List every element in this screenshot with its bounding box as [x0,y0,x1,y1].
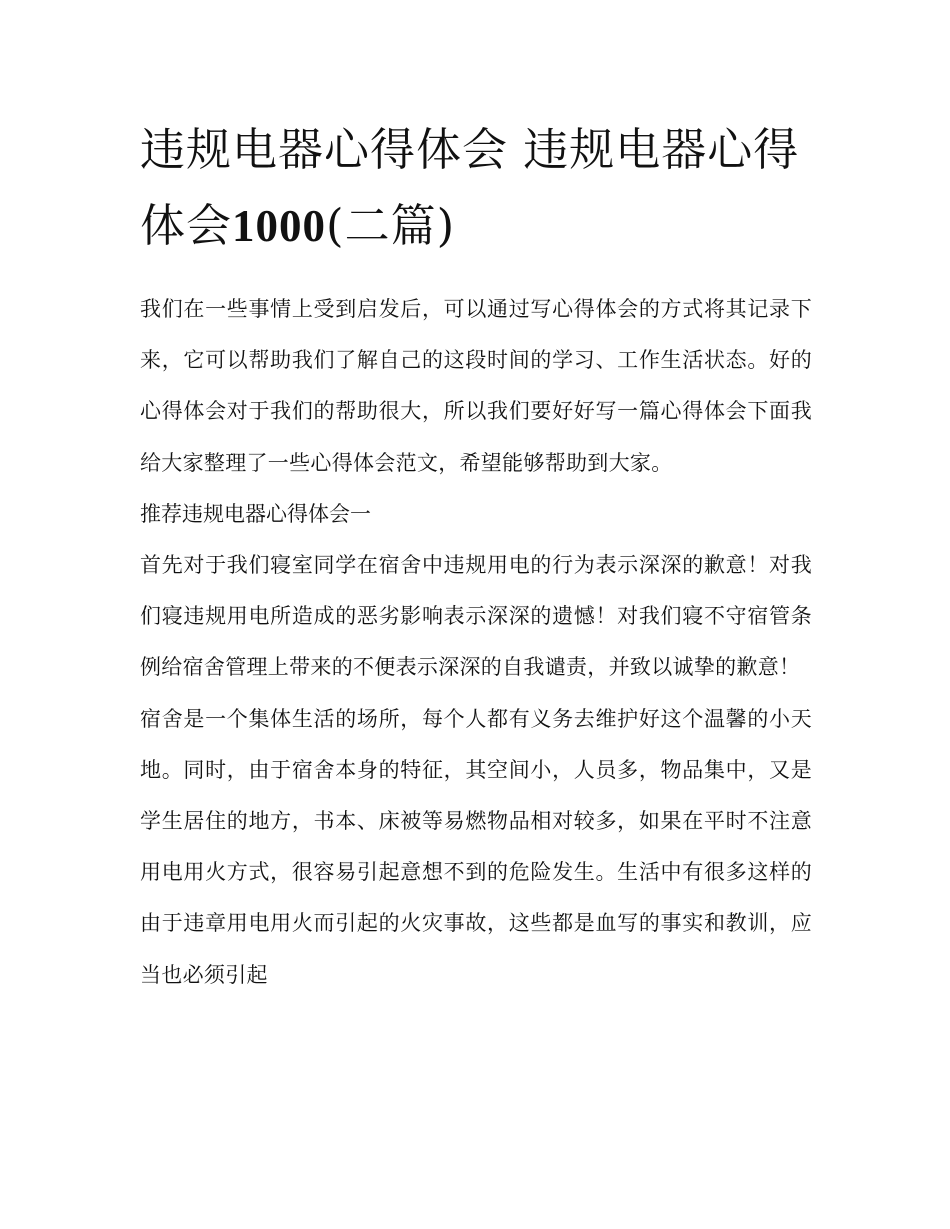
body-paragraph-2: 宿舍是一个集体生活的场所，每个人都有义务去维护好这个温馨的小天地。同时，由于宿舍本身的特征，其空间小，人员多，物品集中，又是学生居住的地方，书本、床被等易燃物品相对较多，如果在平时不注意用电用火方式，很容易引起意想不到的危险发生。生活中有很多这样的由于违章用电用火而引起的火灾事故，这些都是血写的事实和教训，应当也必须引起 [140,706,812,987]
title-main: 违规电器心得体会 违规电器心得体会 [140,123,800,252]
title-number: 1000 [232,201,327,251]
document-title [140,112,812,264]
section-heading: 推荐违规电器心得体会一 [140,501,371,526]
title-tail: (二篇) [326,199,456,252]
document-body [140,112,812,1001]
body-paragraph-1: 首先对于我们寝室同学在宿舍中违规用电的行为表示深深的歉意！对我们寝违规用电所造成的恶劣影响表示深深的遗憾！对我们寝不守宿管条例给宿舍管理上带来的不便表示深深的自我谴责，并致以诚挚的歉意！ [140,553,812,680]
intro-paragraph: 我们在一些事情上受到启发后，可以通过写心得体会的方式将其记录下来，它可以帮助我们了解自己的这段时间的学习、工作生活状态。好的心得体会对于我们的帮助很大，所以我们要好好写一篇心得体会下面我给大家整理了一些心得体会范文，希望能够帮助到大家。 [140,297,812,475]
